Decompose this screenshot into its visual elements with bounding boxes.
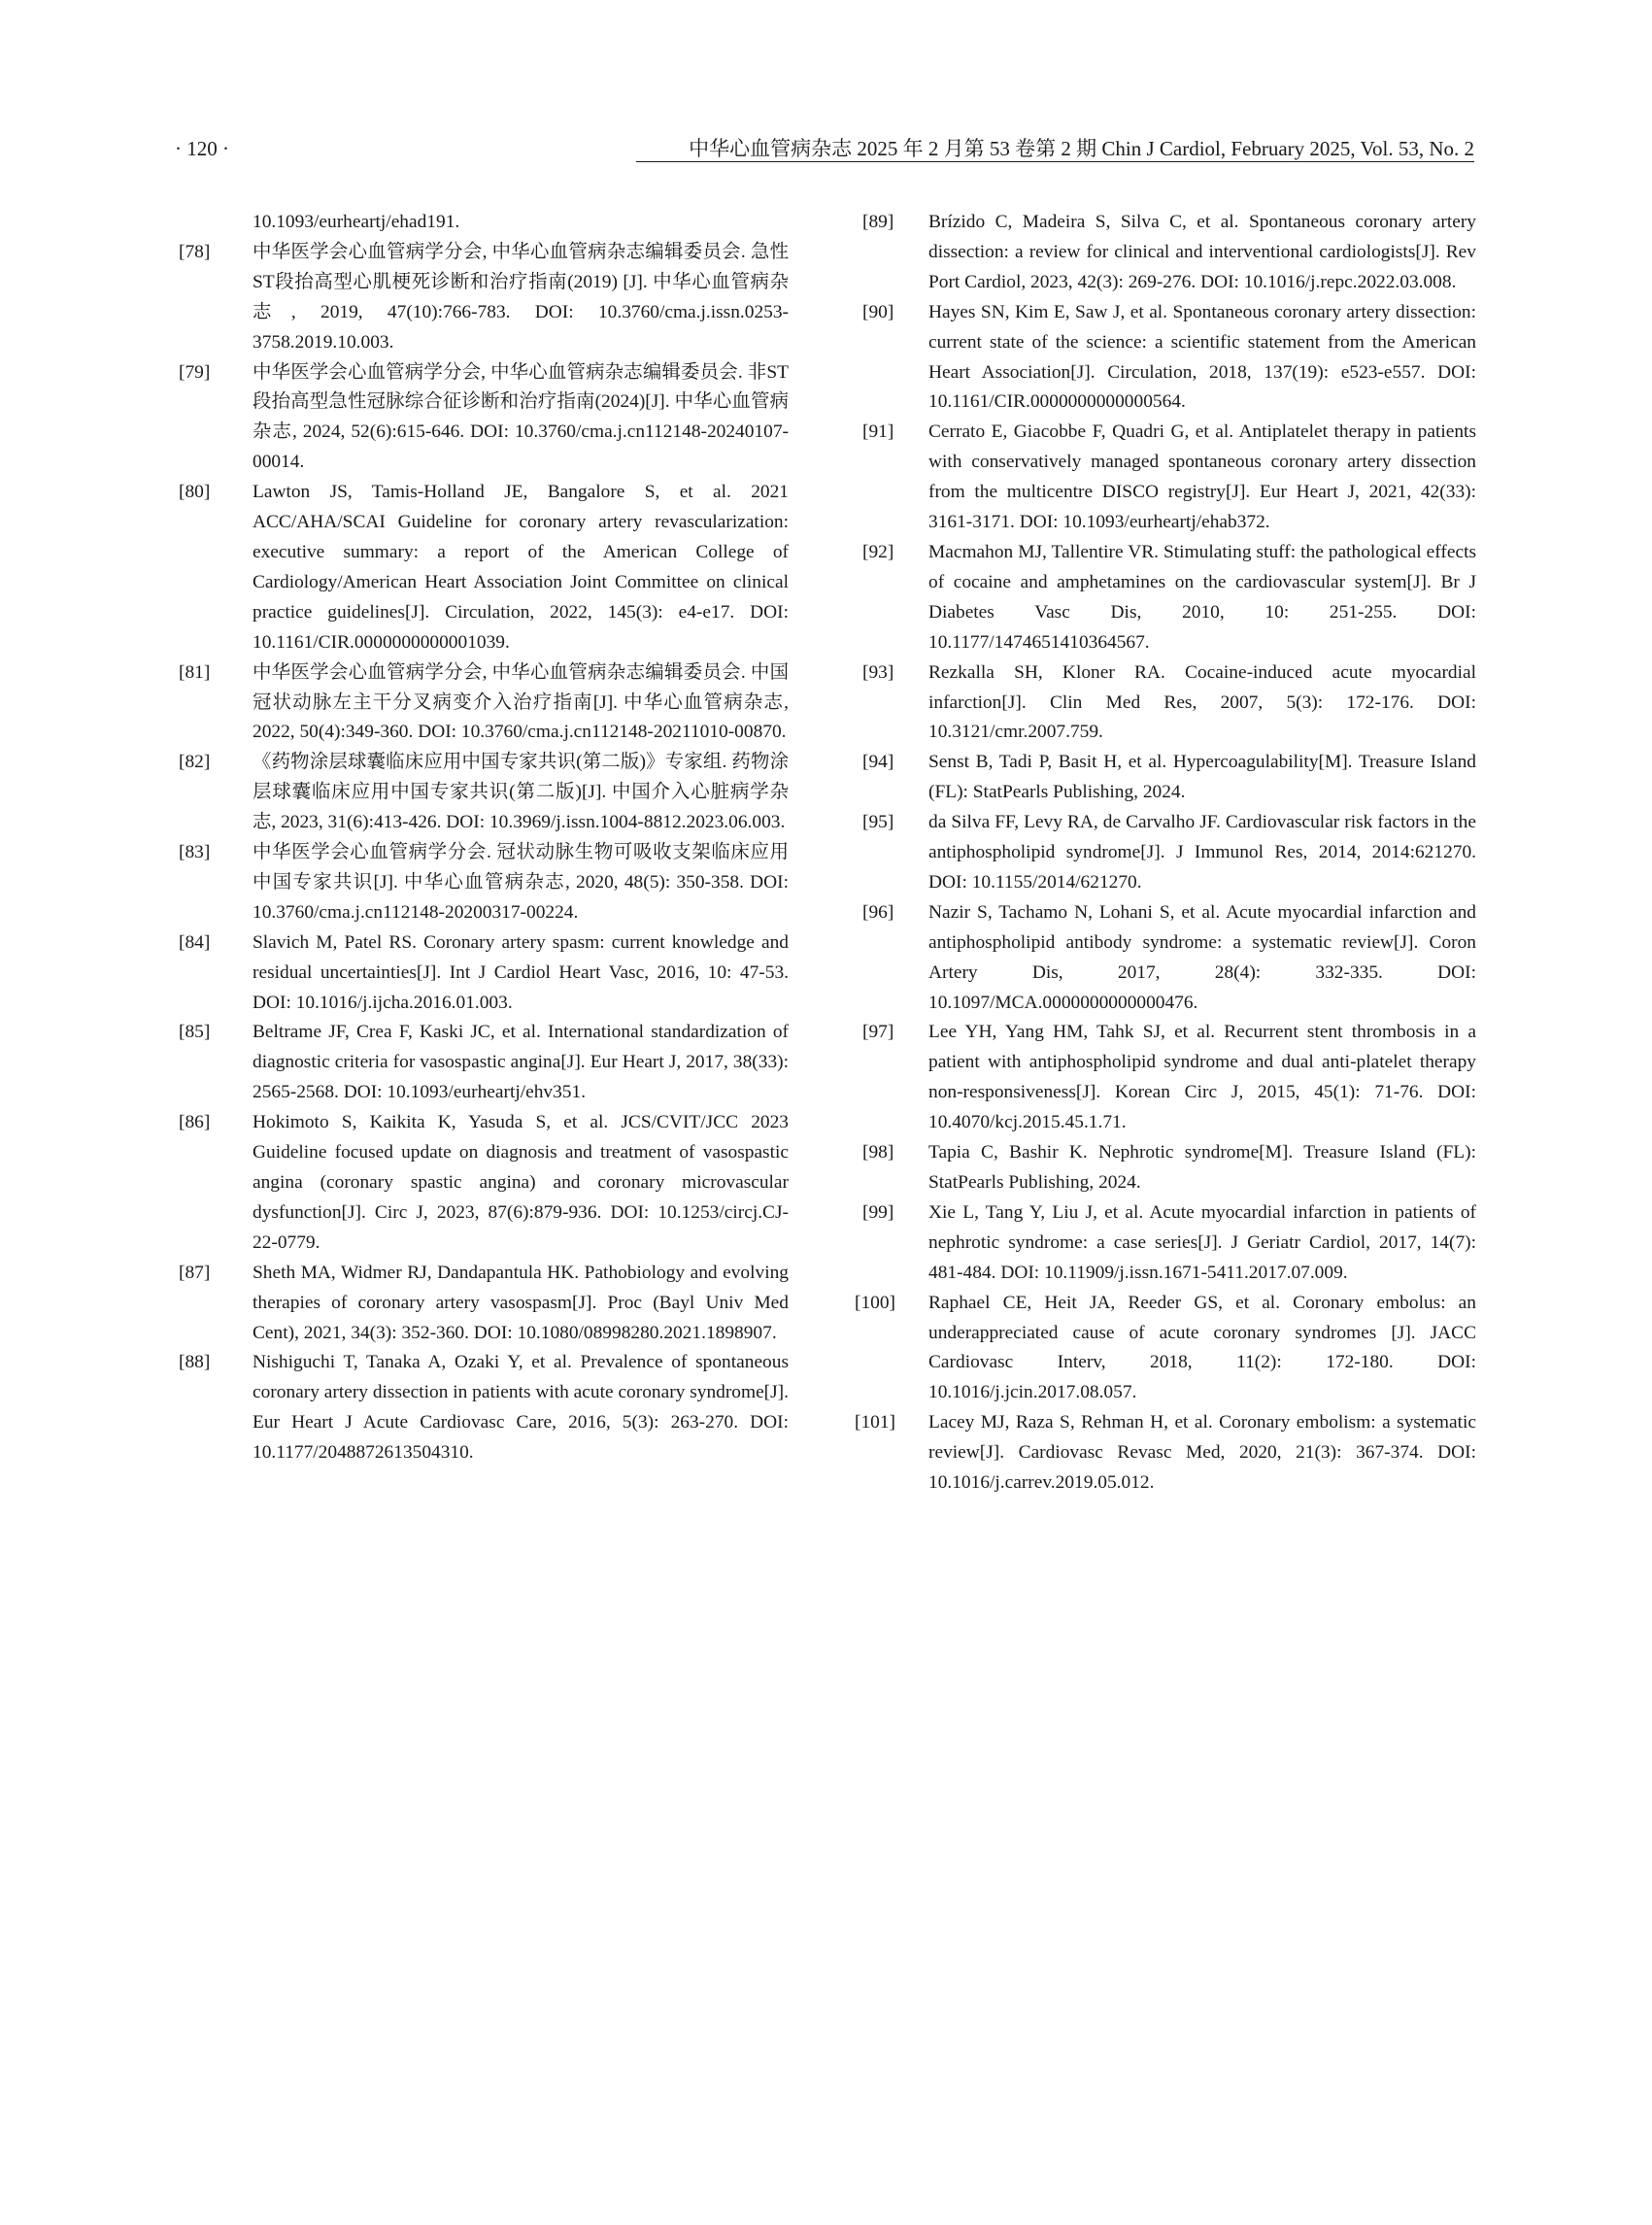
- reference-item: [179, 1259, 789, 1349]
- reference-number: [101]: [855, 1412, 896, 1433]
- journal-title: 中华心血管病杂志 2025 年 2 月第 53 卷第 2 期 Chin J Cardiol, February 2025, Vol. 53, No. 2: [689, 137, 1474, 160]
- reference-text: 中华医学会心血管病学分会, 中华心血管病杂志编辑委员会. 非ST段抬高型急性冠脉综合征诊断和治疗指南(2024)[J]. 中华心血管病杂志, 2024, 52(6):615-646. DOI: 10.3760/cma.j.cn112148-20240107-00014.: [253, 361, 789, 473]
- reference-item: [855, 208, 1476, 298]
- reference-number: [92]: [862, 541, 894, 562]
- reference-number: [86]: [179, 1112, 211, 1133]
- reference-item: [179, 358, 789, 479]
- reference-text: Cerrato E, Giacobbe F, Quadri G, et al. Antiplatelet therapy in patients with conservatively managed spontaneous coronary artery dissection from the multicentre DISCO registry[J]. Eur Heart J, 2021, 42(33): 3161-3171. DOI: 10.1093/eurheartj/ehab372.: [928, 421, 1476, 533]
- reference-number: [80]: [179, 482, 211, 503]
- reference-number: [95]: [862, 812, 894, 833]
- reference-text: Nazir S, Tachamo N, Lohani S, et al. Acute myocardial infarction and antiphospholipid antibody syndrome: a systematic review[J]. Coron Artery Dis, 2017, 28(4): 332-335. DOI: 10.1097/MCA.0000000000000476.: [928, 901, 1476, 1013]
- reference-item: [855, 808, 1476, 898]
- reference-text: Hayes SN, Kim E, Saw J, et al. Spontaneous coronary artery dissection: current state of the science: a scientific statement from the American Heart Association[J]. Circulation, 2018, 137(19): e523-e557. DOI: 10.1161/CIR.0000000000000564.: [928, 301, 1476, 413]
- reference-number: [91]: [862, 421, 894, 443]
- reference-number: [79]: [179, 361, 211, 383]
- reference-text: Lacey MJ, Raza S, Rehman H, et al. Coronary embolism: a systematic review[J]. Cardiovasc Revasc Med, 2020, 21(3): 367-374. DOI: 10.1016/j.carrev.2019.05.012.: [928, 1412, 1476, 1494]
- reference-number: [82]: [179, 752, 211, 773]
- reference-number: [100]: [855, 1292, 896, 1313]
- reference-text: Macmahon MJ, Tallentire VR. Stimulating stuff: the pathological effects of cocaine and amphetamines on the cardiovascular system[J]. Br J Diabetes Vasc Dis, 2010, 10: 251-255. DOI: 10.1177/1474651410364567.: [928, 541, 1476, 653]
- reference-item: [179, 928, 789, 1019]
- reference-item: [855, 1198, 1476, 1289]
- reference-text: Slavich M, Patel RS. Coronary artery spasm: current knowledge and residual uncertainties[J]. Int J Cardiol Heart Vasc, 2016, 10: 47-53. DOI: 10.1016/j.ijcha.2016.01.003.: [253, 931, 789, 1013]
- reference-text: 中华医学会心血管病学分会, 中华心血管病杂志编辑委员会. 急性ST段抬高型心肌梗死诊断和治疗指南(2019) [J]. 中华心血管病杂志, 2019, 47(10):766-783. DOI: 10.3760/cma.j.issn.0253-3758.2019.10.003.: [253, 241, 789, 353]
- reference-text: Hokimoto S, Kaikita K, Yasuda S, et al. JCS/CVIT/JCC 2023 Guideline focused update on diagnosis and treatment of vasospastic angina (coronary spastic angina) and coronary microvascular dysfunction[J]. Circ J, 2023, 87(6):879-936. DOI: 10.1253/circj.CJ-22-0779.: [253, 1112, 789, 1253]
- running-header: [175, 134, 1474, 163]
- reference-number: [81]: [179, 661, 211, 683]
- page-number: · 120 ·: [175, 137, 229, 160]
- reference-item: [179, 658, 789, 749]
- reference-number: [88]: [179, 1352, 211, 1373]
- reference-number: [99]: [862, 1201, 894, 1223]
- reference-item: [179, 1108, 789, 1259]
- reference-item: [855, 418, 1476, 538]
- reference-item: [179, 208, 789, 238]
- reference-text: Tapia C, Bashir K. Nephrotic syndrome[M]. Treasure Island (FL): StatPearls Publishing, 2024.: [928, 1142, 1476, 1193]
- reference-list-right: [855, 208, 1476, 1499]
- reference-item: [855, 538, 1476, 658]
- reference-list-left: [179, 208, 789, 1468]
- reference-text: Lee YH, Yang HM, Tahk SJ, et al. Recurrent stent thrombosis in a patient with antiphospholipid syndrome and dual anti-platelet therapy non-responsiveness[J]. Korean Circ J, 2015, 45(1): 71-76. DOI: 10.4070/kcj.2015.45.1.71.: [928, 1022, 1476, 1133]
- reference-text: Xie L, Tang Y, Liu J, et al. Acute myocardial infarction in patients of nephrotic syndrome: a case series[J]. J Geriatr Cardiol, 2017, 14(7): 481-484. DOI: 10.11909/j.issn.1671-5411.2017.07.009.: [928, 1201, 1476, 1283]
- reference-item: [179, 478, 789, 657]
- reference-number: [90]: [862, 301, 894, 322]
- reference-text: 10.1093/eurheartj/ehad191.: [253, 212, 460, 232]
- reference-item: [179, 838, 789, 928]
- reference-item: [179, 748, 789, 838]
- reference-item: [855, 298, 1476, 419]
- reference-number: [98]: [862, 1142, 894, 1163]
- reference-number: [85]: [179, 1022, 211, 1043]
- reference-number: [96]: [862, 901, 894, 923]
- reference-item: [855, 658, 1476, 749]
- reference-number: [83]: [179, 842, 211, 863]
- reference-number: [97]: [862, 1022, 894, 1043]
- reference-item: [179, 1018, 789, 1108]
- reference-text: Brízido C, Madeira S, Silva C, et al. Spontaneous coronary artery dissection: a review for clinical and interventional cardiologists[J]. Rev Port Cardiol, 2023, 42(3): 269-276. DOI: 10.1016/j.repc.2022.03.008.: [928, 212, 1476, 292]
- reference-item: [855, 898, 1476, 1019]
- reference-text: 《药物涂层球囊临床应用中国专家共识(第二版)》专家组. 药物涂层球囊临床应用中国专家共识(第二版)[J]. 中国介入心脏病学杂志, 2023, 31(6):413-426. DOI: 10.3969/j.issn.1004-8812.2023.06.003.: [253, 752, 789, 833]
- reference-text: da Silva FF, Levy RA, de Carvalho JF. Cardiovascular risk factors in the antiphospholipid syndrome[J]. J Immunol Res, 2014, 2014:621270. DOI: 10.1155/2014/621270.: [928, 812, 1476, 893]
- reference-item: [855, 1289, 1476, 1409]
- reference-text: Rezkalla SH, Kloner RA. Cocaine-induced acute myocardial infarction[J]. Clin Med Res, 2007, 5(3): 172-176. DOI: 10.3121/cmr.2007.759.: [928, 661, 1476, 743]
- reference-text: Lawton JS, Tamis-Holland JE, Bangalore S, et al. 2021 ACC/AHA/SCAI Guideline for coronary artery revascularization: executive summary: a report of the American College of Cardiology/American Heart Association Joint Committee on clinical practice guidelines[J]. Circulation, 2022, 145(3): e4-e17. DOI: 10.1161/CIR.0000000000001039.: [253, 482, 789, 653]
- reference-item: [179, 238, 789, 358]
- reference-text: Sheth MA, Widmer RJ, Dandapantula HK. Pathobiology and evolving therapies of coronary artery vasospasm[J]. Proc (Bayl Univ Med Cent), 2021, 34(3): 352-360. DOI: 10.1080/08998280.2021.1898907.: [253, 1262, 789, 1343]
- reference-item: [855, 1138, 1476, 1198]
- reference-text: Raphael CE, Heit JA, Reeder GS, et al. Coronary embolus: an underappreciated cause of acute coronary syndromes [J]. JACC Cardiovasc Interv, 2018, 11(2): 172-180. DOI: 10.1016/j.jcin.2017.08.057.: [928, 1292, 1476, 1403]
- reference-text: Beltrame JF, Crea F, Kaski JC, et al. International standardization of diagnostic criteria for vasospastic angina[J]. Eur Heart J, 2017, 38(33): 2565-2568. DOI: 10.1093/eurheartj/ehv351.: [253, 1022, 789, 1103]
- reference-text: Senst B, Tadi P, Basit H, et al. Hypercoagulability[M]. Treasure Island (FL): StatPearls Publishing, 2024.: [928, 752, 1476, 803]
- reference-number: [87]: [179, 1262, 211, 1283]
- reference-number: [84]: [179, 931, 211, 953]
- reference-item: [855, 748, 1476, 808]
- reference-item: [855, 1408, 1476, 1499]
- reference-text: 中华医学会心血管病学分会, 中华心血管病杂志编辑委员会. 中国冠状动脉左主干分叉病变介入治疗指南[J]. 中华心血管病杂志, 2022, 50(4):349-360. DOI: 10.3760/cma.j.cn112148-20211010-00870.: [253, 661, 789, 743]
- reference-number: [93]: [862, 661, 894, 683]
- header-rule: [636, 161, 1474, 162]
- reference-item: [179, 1348, 789, 1468]
- reference-text: 中华医学会心血管病学分会. 冠状动脉生物可吸收支架临床应用中国专家共识[J]. 中华心血管病杂志, 2020, 48(5): 350-358. DOI: 10.3760/cma.j.cn112148-20200317-00224.: [253, 842, 789, 923]
- reference-number: [78]: [179, 241, 211, 262]
- reference-item: [855, 1018, 1476, 1138]
- reference-text: Nishiguchi T, Tanaka A, Ozaki Y, et al. Prevalence of spontaneous coronary artery dissection in patients with acute coronary syndrome[J]. Eur Heart J Acute Cardiovasc Care, 2016, 5(3): 263-270. DOI: 10.1177/2048872613504310.: [253, 1352, 789, 1464]
- reference-number: [89]: [862, 212, 894, 232]
- reference-number: [94]: [862, 752, 894, 773]
